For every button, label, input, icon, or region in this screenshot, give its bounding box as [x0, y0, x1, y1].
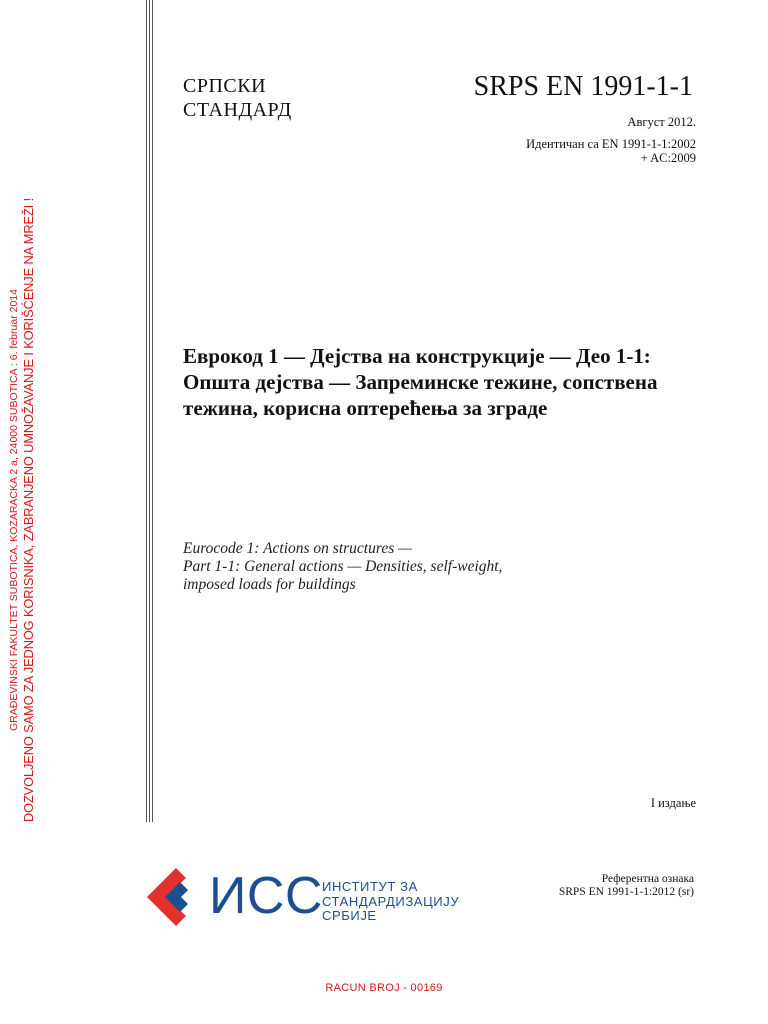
- logo-institute-name: [322, 880, 459, 924]
- document-title-serbian: Еврокод 1 — Дејства на конструкције — Део 1-1: Општа дејства — Запреминске тежине, сопствена тежина, корисна оптерећења за зграде: [183, 344, 658, 420]
- standard-meta: [526, 115, 696, 165]
- standard-type-label: [183, 74, 292, 122]
- publication-date: Август 2012.: [627, 115, 696, 129]
- english-title-line2: Part 1-1: General actions — Densities, self-weight,: [183, 558, 503, 575]
- standard-label-line1: СРПСКИ: [183, 75, 267, 97]
- reference-label: Референтна ознака: [601, 873, 694, 885]
- logo-name-line1: ИНСТИТУТ ЗА: [322, 879, 418, 894]
- standard-label-line2: СТАНДАРД: [183, 99, 292, 121]
- standard-code: SRPS EN 1991-1-1: [473, 71, 693, 102]
- english-title-line3: imposed loads for buildings: [183, 576, 356, 593]
- left-border-rule: [149, 0, 150, 822]
- watermark-line-licensee: GRAĐEVINSKI FAKULTET SUBOTICA, KOZARACKA 2 a, 24000 SUBOTICA : 6. februar 2014: [8, 289, 20, 731]
- logo-acronym: ИСС: [209, 867, 323, 925]
- iss-logo-mark-icon: [146, 866, 210, 928]
- document-title-english: [183, 540, 703, 594]
- left-border-rule: [152, 0, 153, 822]
- watermark-line-restriction: DOZVOLJENO SAMO ZA JEDNOG KORISNIKA, ZABRANJENO UMNOŽAVANJE I KORIŠĆENJE NA MREŽI !: [21, 197, 36, 823]
- reference-value: SRPS EN 1991-1-1:2012 (sr): [558, 886, 694, 898]
- edition-label: I издање: [650, 796, 696, 810]
- iss-logo: [146, 862, 466, 934]
- logo-name-line3: СРБИЈЕ: [322, 908, 377, 923]
- reference-designation: [559, 873, 694, 899]
- logo-name-line2: СТАНДАРДИЗАЦИЈУ: [322, 893, 460, 909]
- identical-to: Идентичан са EN 1991-1-1:2002: [526, 137, 696, 151]
- amendment: + AC:2009: [640, 151, 696, 165]
- english-title-line1: Eurocode 1: Actions on structures —: [183, 540, 412, 557]
- left-border-rule: [146, 0, 147, 822]
- invoice-stamp: RACUN BROJ - 00169: [325, 982, 443, 994]
